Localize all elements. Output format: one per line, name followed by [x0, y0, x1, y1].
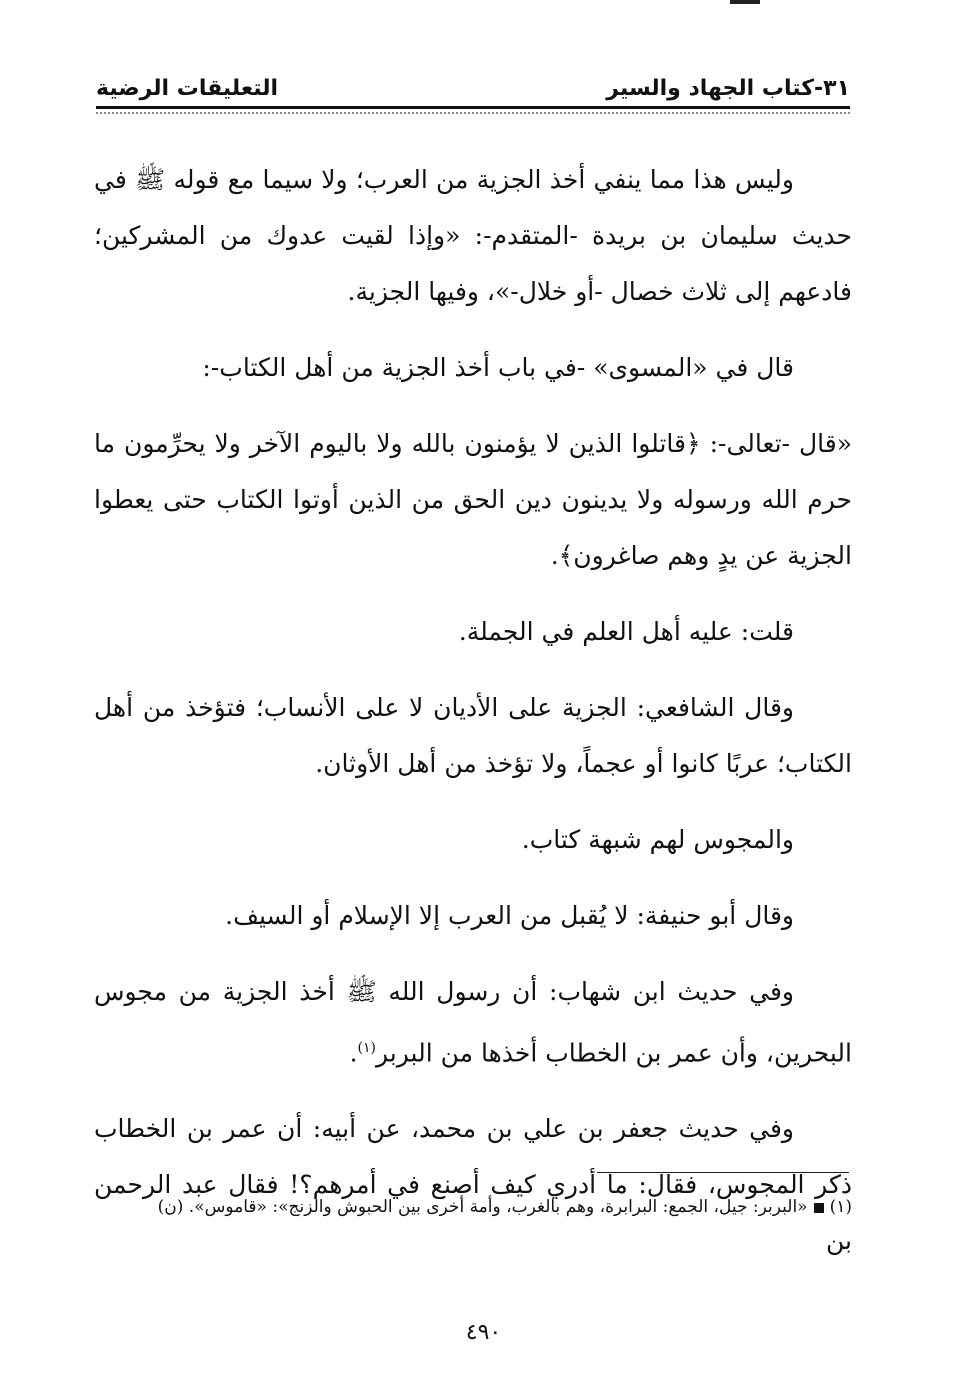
footnote-item [96, 1186, 852, 1228]
paragraph-ibn-shihab [94, 964, 852, 1081]
paragraph-end: . [349, 1038, 358, 1068]
paragraph-text: وفي حديث ابن شهاب: أن رسول الله ﷺ أخذ الجزية من مجوس البحرين، وأن عمر بن الخطاب أخذها من البربر [94, 977, 852, 1068]
footnote-ref: (١) [357, 1040, 376, 1056]
paragraph: وقال أبو حنيفة: لا يُقبل من العرب إلا الإسلام أو السيف. [225, 901, 794, 930]
paragraph-quote: «قال -تعالى-: ﴿قاتلوا الذين لا يؤمنون بالله ولا باليوم الآخر ولا يحرِّمون ما حرم الله ورسوله ولا يدينون دين الحق من الذين أوتوا الكتاب حتى يعطوا الجزية عن يدٍ وهم صاغرون﴾. [94, 429, 852, 570]
paragraph: وفي حديث جعفر بن علي بن محمد، عن أبيه: أن عمر بن الخطاب ذكر المجوس، فقال: ما أدري كيف أصنع في أمرهم؟! فقال عبد الرحمن بن [94, 1114, 852, 1256]
main-text [94, 152, 852, 1289]
footnote-text: «البربر: جيل، الجمع: البرابرة، وهم بالغرب، وأمة أخرى بين الحبوش والزنج»: «قاموس». (ن) [157, 1197, 808, 1217]
footnotes [96, 1186, 852, 1228]
header-rule [96, 106, 850, 109]
footnote-separator [597, 1172, 849, 1173]
paragraph: وليس هذا مما ينفي أخذ الجزية من العرب؛ ولا سيما مع قوله ﷺ في حديث سليمان بن بريدة -المتقدم-: «وإذا لقيت عدوك من المشركين؛ فادعهم إلى ثلاث خصال -أو خلال-»، وفيها الجزية. [94, 165, 852, 306]
paragraph: قلت: عليه أهل العلم في الجملة. [458, 617, 794, 646]
header-rule-dotted [96, 112, 850, 114]
scan-mark [730, 0, 760, 4]
page-number: ٤٩٠ [465, 1320, 502, 1345]
footnote-number: (١) [829, 1197, 852, 1217]
book-title: التعليقات الرضية [96, 75, 279, 101]
square-bullet-icon [814, 1203, 824, 1213]
paragraph: والمجوس لهم شبهة كتاب. [521, 825, 794, 854]
chapter-title: ٣١-كتاب الجهاد والسير [606, 75, 850, 101]
paragraph: قال في «المسوى» -في باب أخذ الجزية من أهل الكتاب-: [202, 353, 794, 382]
running-header [96, 62, 850, 102]
paragraph: وقال الشافعي: الجزية على الأديان لا على الأنساب؛ فتؤخذ من أهل الكتاب؛ عربًا كانوا أو عجماً، ولا تؤخذ من أهل الأوثان. [94, 693, 852, 778]
